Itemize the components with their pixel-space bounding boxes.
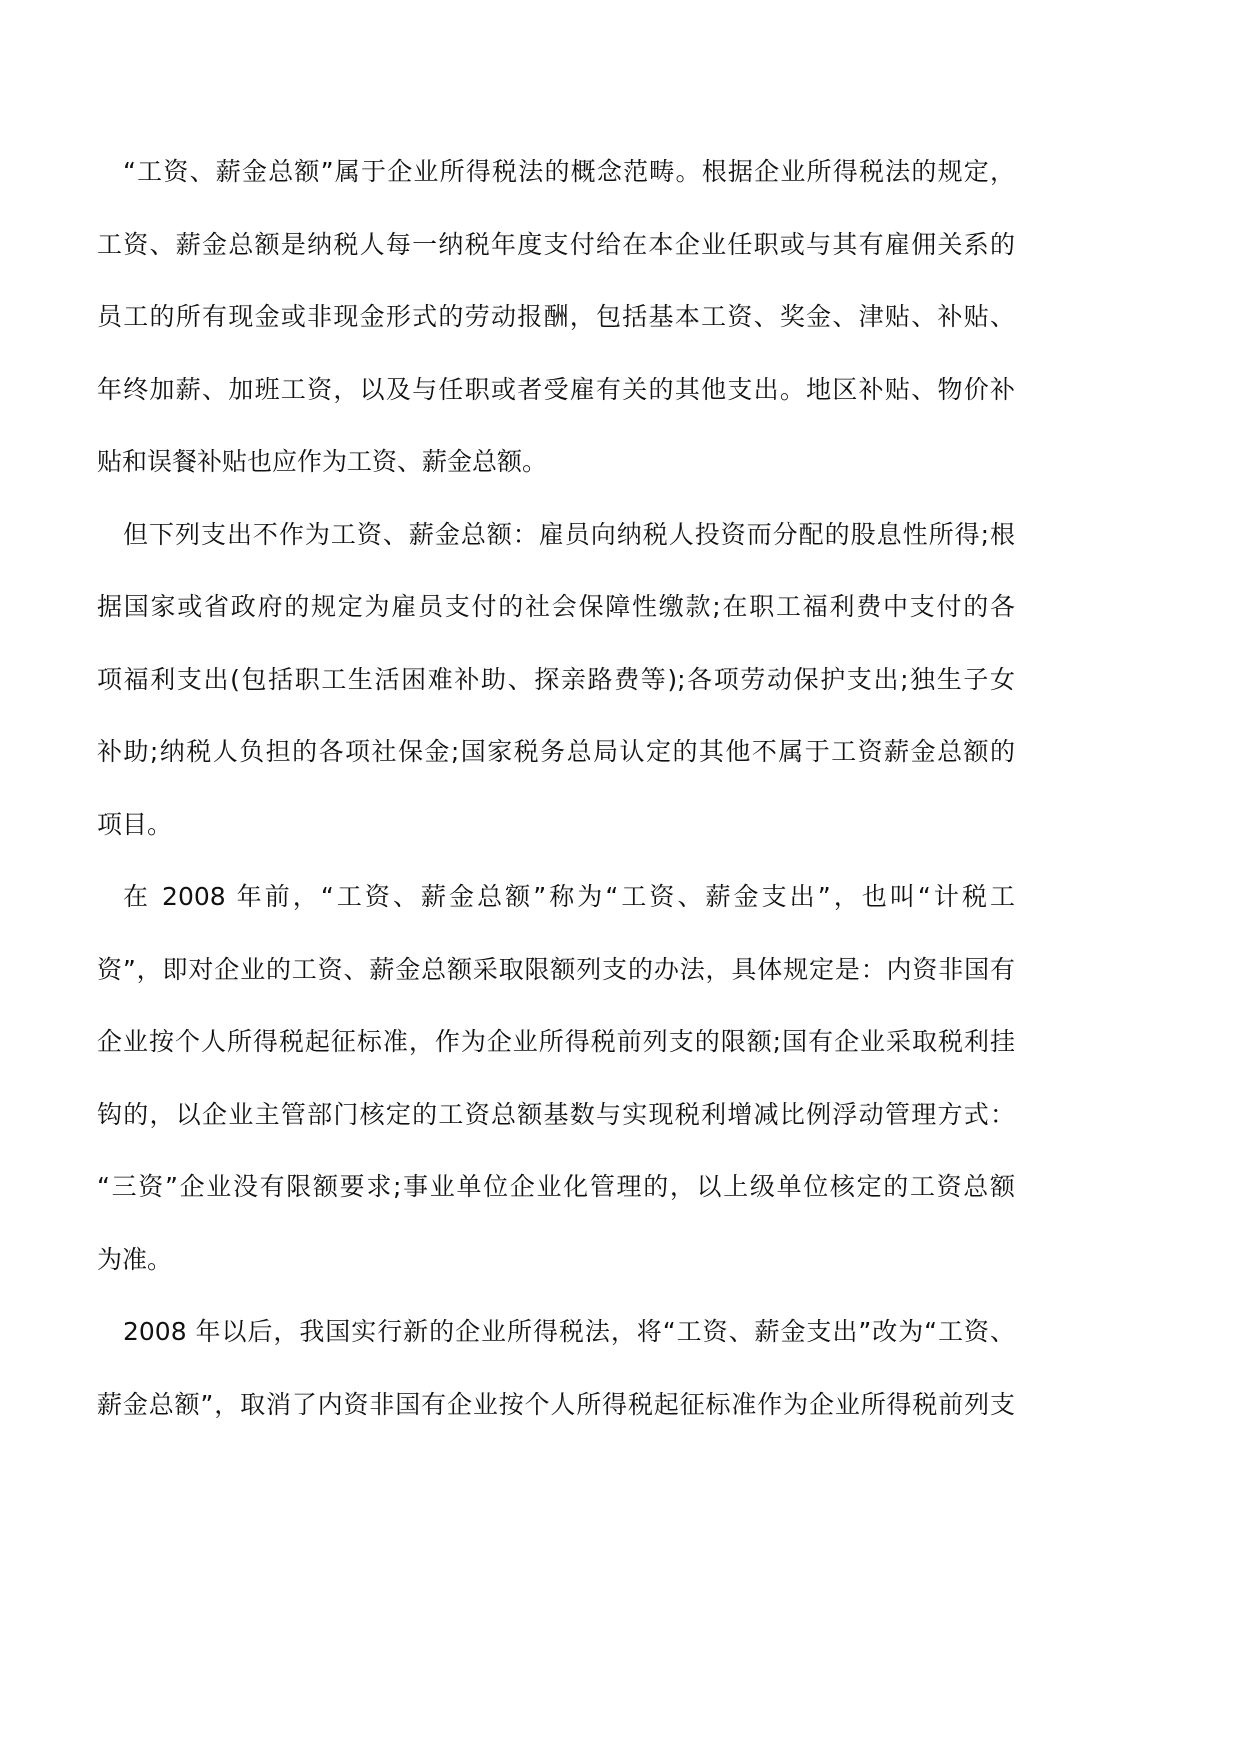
text-line: 钩的，以企业主管部门核定的工资总额基数与实现税利增减比例浮动管理方式： xyxy=(97,1099,1015,1129)
text-line: 年终加薪、加班工资，以及与任职或者受雇有关的其他支出。地区补贴、物价补 xyxy=(97,374,1015,404)
text-line: “工资、薪金总额”属于企业所得税法的概念范畴。根据企业所得税法的规定， xyxy=(123,157,1015,186)
paragraph-3 xyxy=(97,861,1015,1296)
text-line: 在 2008 年前，“工资、薪金总额”称为“工资、薪金支出”，也叫“计税工 xyxy=(123,882,1015,911)
text-line: 贴和误餐补贴也应作为工资、薪金总额。 xyxy=(97,447,548,476)
text-line: 资”，即对企业的工资、薪金总额采取限额列支的办法，具体规定是：内资非国有 xyxy=(97,954,1015,984)
text-line: 补助;纳税人负担的各项社保金;国家税务总局认定的其他不属于工资薪金总额的 xyxy=(97,737,1015,766)
text-line: “三资”企业没有限额要求;事业单位企业化管理的，以上级单位核定的工资总额 xyxy=(97,1172,1015,1201)
paragraph-2 xyxy=(97,499,1015,862)
text-line: 为准。 xyxy=(97,1244,173,1274)
text-line: 员工的所有现金或非现金形式的劳动报酬，包括基本工资、奖金、津贴、补贴、 xyxy=(97,302,1015,331)
text-line: 据国家或省政府的规定为雇员支付的社会保障性缴款;在职工福利费中支付的各 xyxy=(97,592,1015,621)
paragraph-1 xyxy=(97,136,1015,499)
text-line: 项目。 xyxy=(97,809,173,839)
paragraph-4 xyxy=(97,1296,1015,1441)
text-line: 工资、薪金总额是纳税人每一纳税年度支付给在本企业任职或与其有雇佣关系的 xyxy=(97,229,1015,259)
text-line: 项福利支出(包括职工生活困难补助、探亲路费等);各项劳动保护支出;独生子女 xyxy=(97,664,1015,694)
text-line: 2008 年以后，我国实行新的企业所得税法，将“工资、薪金支出”改为“工资、 xyxy=(123,1317,1015,1346)
text-line: 薪金总额”，取消了内资非国有企业按个人所得税起征标准作为企业所得税前列支 xyxy=(97,1389,1015,1419)
text-line: 但下列支出不作为工资、薪金总额：雇员向纳税人投资而分配的股息性所得;根 xyxy=(123,519,1015,549)
document-body xyxy=(97,136,1015,1441)
text-line: 企业按个人所得税起征标准，作为企业所得税前列支的限额;国有企业采取税利挂 xyxy=(97,1027,1015,1056)
